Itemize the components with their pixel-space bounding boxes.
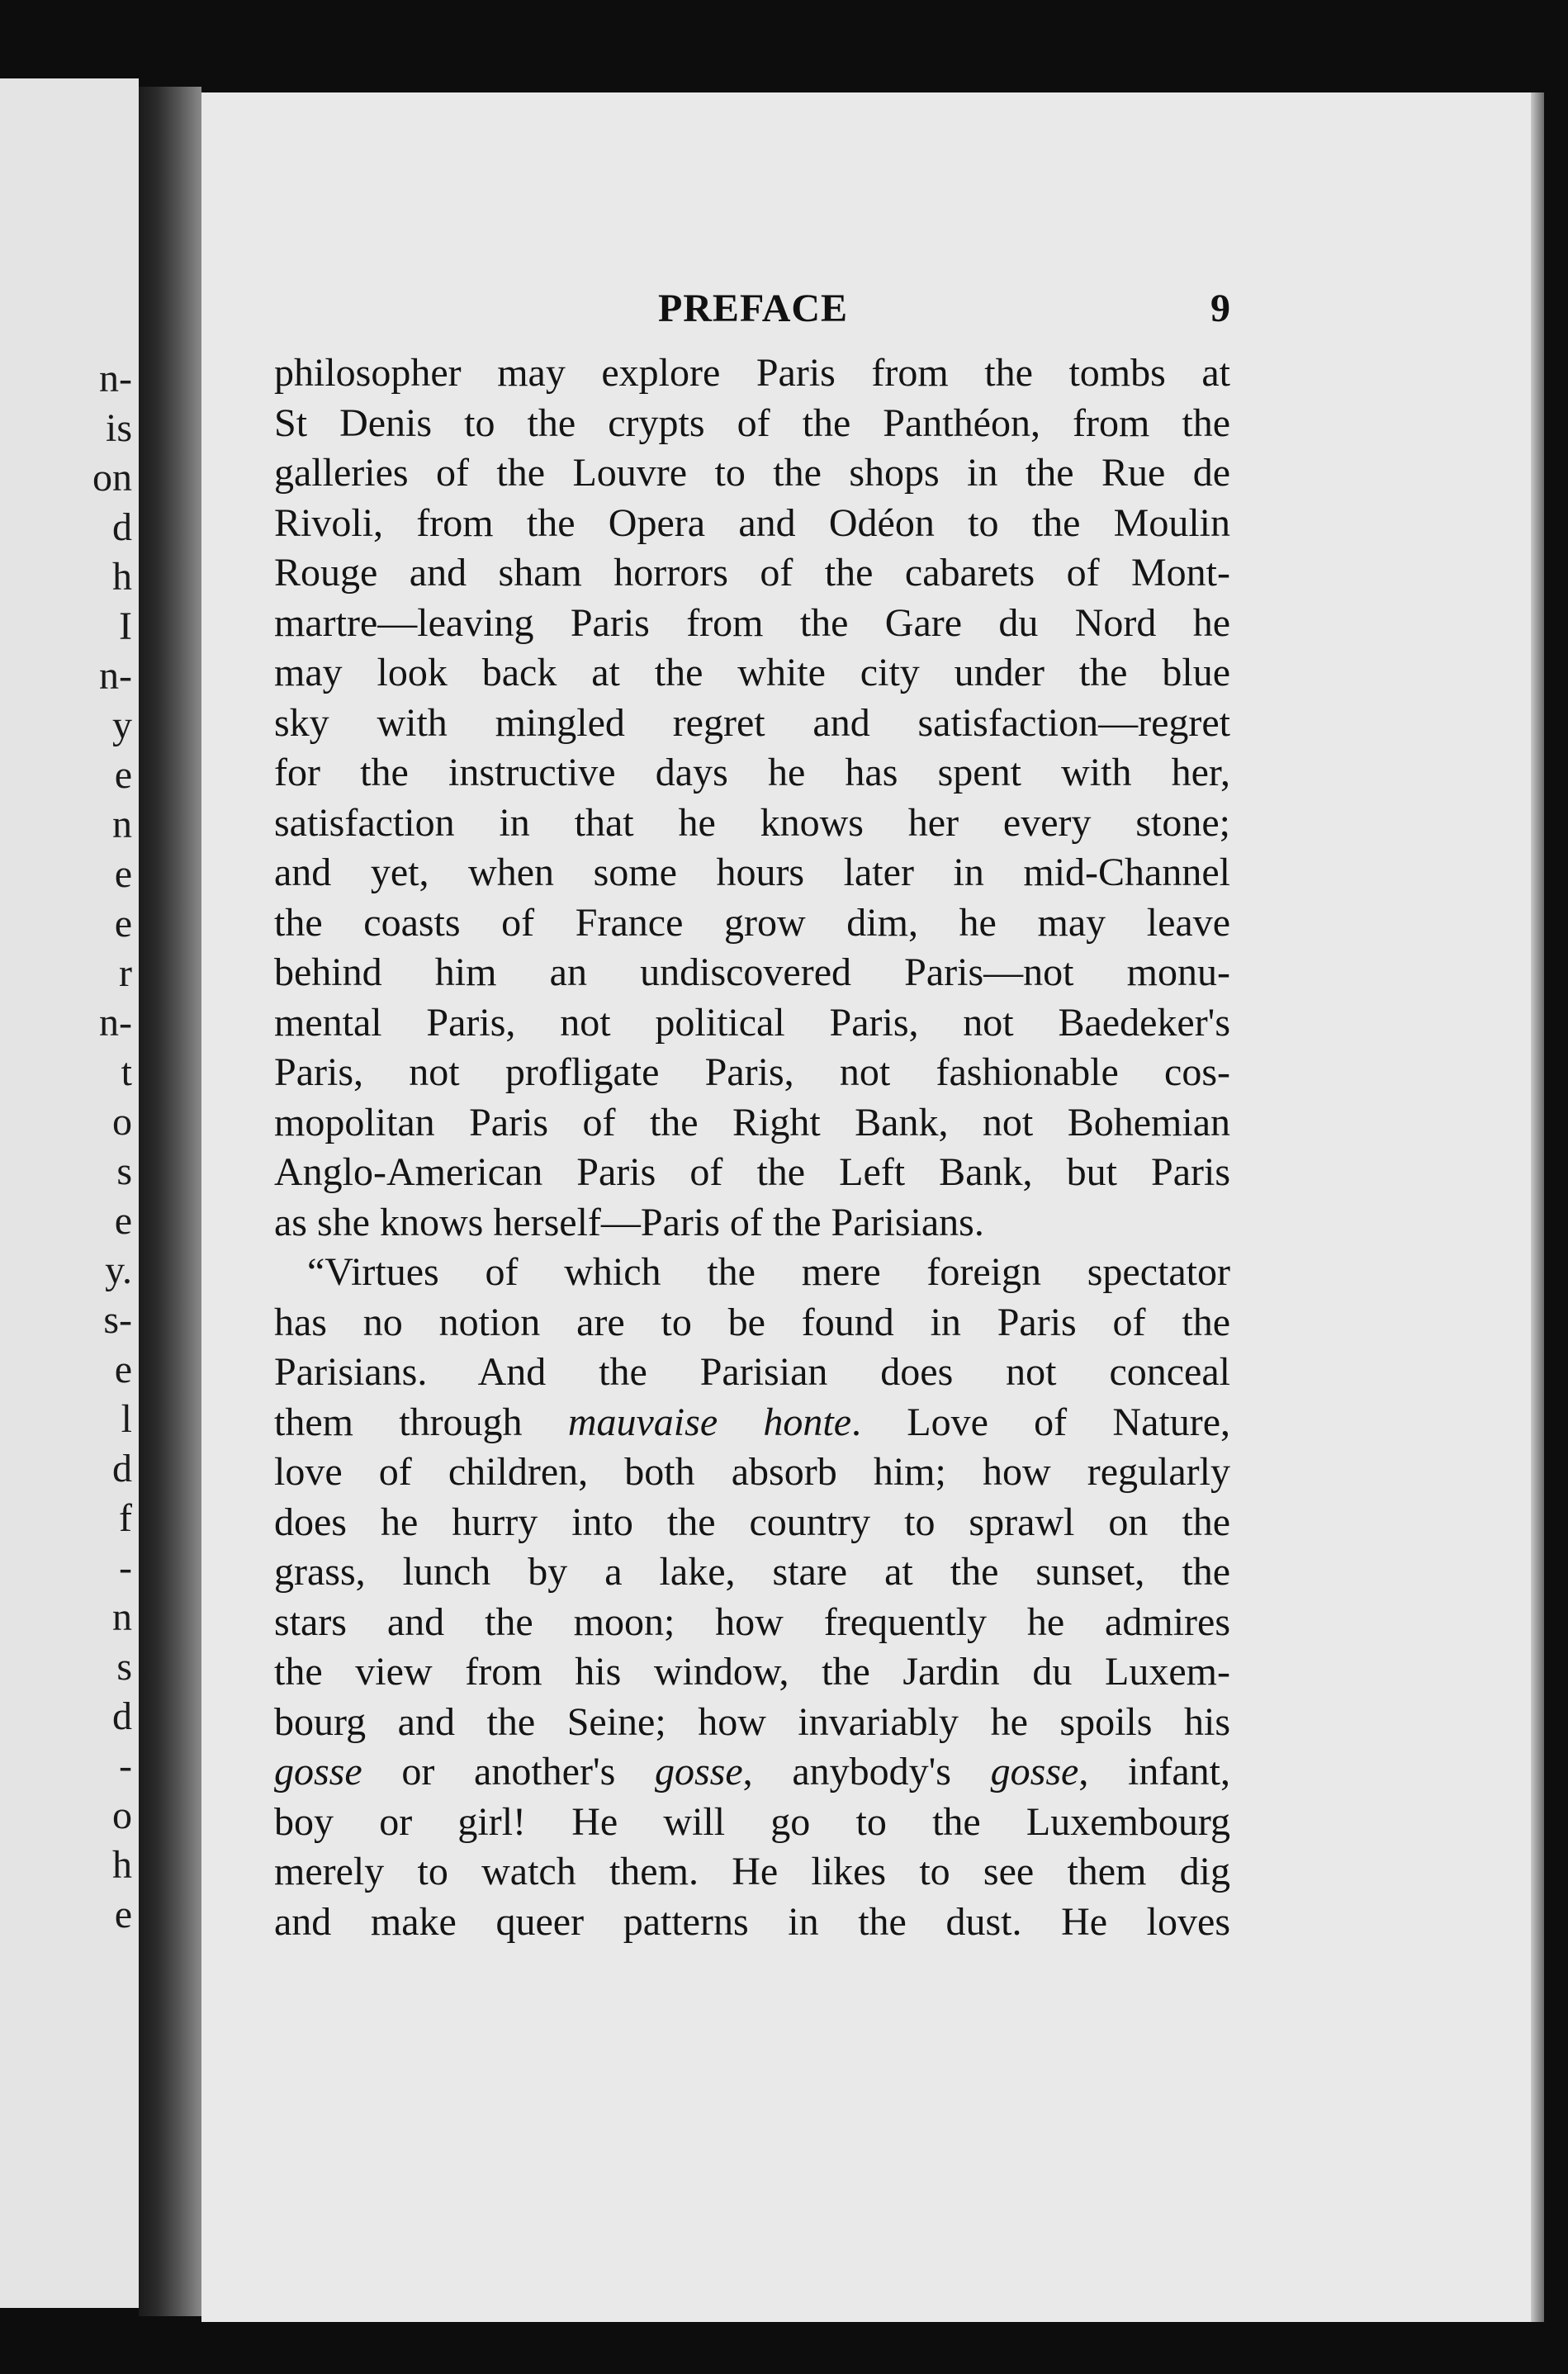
left-page-fragment: n (112, 1595, 132, 1639)
text-segment: them through (274, 1400, 568, 1444)
italic-word: gosse (274, 1750, 362, 1794)
text-line: Rivoli, from the Opera and Odéon to the Moulin (274, 500, 1230, 545)
text-segment: , infant, (1078, 1750, 1230, 1794)
text-line: Parisians. And the Parisian does not conceal (274, 1350, 1230, 1394)
left-page-fragment: n- (99, 357, 132, 400)
left-page-fragment: l (121, 1397, 132, 1441)
left-page-fragment: on (92, 456, 132, 500)
page-edge-shadow (1531, 92, 1544, 2322)
left-page-fragment: d (112, 1447, 132, 1490)
text-line: does he hurry into the country to sprawl on the (274, 1500, 1230, 1544)
left-page-fragment: h (112, 555, 132, 599)
text-line: love of children, both absorb him; how regularly (274, 1450, 1230, 1494)
left-page-fragment: e (114, 902, 132, 945)
text-line: St Denis to the crypts of the Panthéon, from the (274, 400, 1230, 445)
left-page-fragment: s (116, 1645, 132, 1689)
text-line: as she knows herself—Paris of the Parisians. (274, 1200, 984, 1244)
facing-page-left (0, 78, 139, 2308)
left-page-fragment: s- (103, 1298, 132, 1342)
text-line: mopolitan Paris of the Right Bank, not Bohemian (274, 1100, 1230, 1144)
body-text (274, 348, 1230, 1947)
text-line: philosopher may explore Paris from the tombs at (274, 351, 1230, 395)
text-line: merely to watch them. He likes to see them dig (274, 1850, 1230, 1893)
left-page-fragment: e (114, 753, 132, 797)
left-page-fragment: r (119, 951, 132, 995)
text-line: stars and the moon; how frequently he admires (274, 1599, 1230, 1644)
text-line (274, 1398, 1230, 1448)
text-line: Anglo-American Paris of the Left Bank, but Paris (274, 1150, 1230, 1194)
left-page-fragment: t (121, 1050, 132, 1094)
running-header (276, 286, 1230, 335)
left-page-fragment: n- (99, 1001, 132, 1045)
text-line: galleries of the Louvre to the shops in the Rue de (274, 451, 1230, 495)
running-title: PREFACE (657, 287, 849, 330)
text-line: sky with mingled regret and satisfaction—regret (274, 700, 1230, 745)
left-page-fragment: y. (105, 1249, 132, 1292)
text-line: bourg and the Seine; how invariably he spoils his (274, 1699, 1230, 1744)
left-page-fragment: d (112, 505, 132, 549)
left-page-fragment: s (116, 1149, 132, 1193)
left-page-fragment: is (105, 406, 132, 450)
text-line: and yet, when some hours later in mid-Channel (274, 851, 1230, 894)
text-line: the view from his window, the Jardin du Luxem- (274, 1650, 1230, 1694)
text-line: boy or girl! He will go to the Luxembourg (274, 1799, 1230, 1844)
left-page-fragment: n (112, 803, 132, 846)
left-page-fragment: h (112, 1843, 132, 1887)
text-line: may look back at the white city under the blue (274, 651, 1230, 694)
text-line: behind him an undiscovered Paris—not monu- (274, 950, 1230, 994)
binding-gutter (139, 87, 201, 2316)
text-line: Paris, not profligate Paris, not fashionable cos- (274, 1050, 1230, 1094)
text-segment: . Love of Nature, (851, 1400, 1230, 1444)
italic-phrase: mauvaise honte (567, 1400, 852, 1444)
text-line (274, 1747, 1230, 1798)
text-line: “Virtues of which the mere foreign spectator (307, 1250, 1230, 1294)
left-page-fragment: e (114, 852, 132, 896)
text-line: satisfaction in that he knows her every stone; (274, 800, 1230, 845)
left-page-fragment: d (112, 1694, 132, 1738)
left-page-fragment: I (119, 604, 132, 648)
text-line: Rouge and sham horrors of the cabarets of Mont- (274, 551, 1230, 595)
text-line: has no notion are to be found in Paris of the (274, 1300, 1230, 1344)
left-page-fragment: e (114, 1348, 132, 1391)
text-segment: , anybody's (742, 1750, 991, 1794)
left-page-fragment: o (112, 1100, 132, 1144)
left-page-fragment: - (119, 1744, 132, 1788)
text-line: martre—leaving Paris from the Gare du Nord he (274, 600, 1230, 645)
text-line: mental Paris, not political Paris, not Baedeker's (274, 1000, 1230, 1045)
left-page-fragment: e (114, 1199, 132, 1243)
text-line: and make queer patterns in the dust. He loves (274, 1899, 1230, 1944)
left-page-fragment: - (119, 1546, 132, 1590)
text-line: for the instructive days he has spent with her, (274, 751, 1230, 794)
left-page-fragment: o (112, 1794, 132, 1837)
text-segment: or another's (362, 1750, 655, 1794)
left-page-fragment: f (119, 1496, 132, 1540)
text-line: the coasts of France grow dim, he may leave (274, 900, 1230, 945)
italic-word: gosse (654, 1750, 743, 1794)
italic-word: gosse (990, 1750, 1079, 1794)
page-number: 9 (1210, 287, 1230, 330)
left-page-fragment: y (112, 704, 132, 747)
left-page-fragment: e (114, 1893, 132, 1936)
text-line: grass, lunch by a lake, stare at the sunset, the (274, 1550, 1230, 1594)
left-page-fragment: n- (99, 654, 132, 698)
